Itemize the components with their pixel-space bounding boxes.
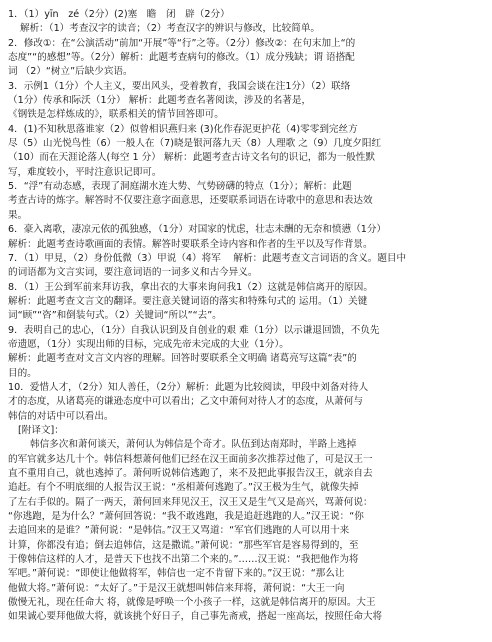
analysis-8: 解析：此题考查文言文的翻译。要注意关键词语的落实和特殊句式的 运用。（1）关键 [8,295,368,307]
translation-heading: [附译文]： [18,424,64,436]
answer-4-cont3: 写，难度较小，平时注意识记即可。 [8,166,162,178]
analysis-9: 解析：此题考查对文言文内容的理解。回答时要联系全文明确 诸葛亮写这篇“表”的 [8,353,357,365]
answer-4-cont2: （10）而在天涯论落人(每空 1 分） 解析：此题考查古诗文名句的识记，都为一般性默 [8,152,375,164]
answer-5-cont: 考查古诗的炼字。解答时不仅要注意字面意思，还要联系词语在诗歌中的意思和表达效 [8,195,373,207]
answer-3-cont2: 《钢铁是怎样炼成的》，联系相关的情节回答即可。 [8,109,224,121]
answer-5: 5．“浮”有动态感，表现了洞庭湖水连大势、气势磅礴的特点（1分）；解析：此题 [8,181,352,193]
analysis-9-cont: 目的。 [8,367,37,379]
translation-line: 去追回来的是谁？”萧何说：“是韩信。”汉王又骂道：“军官们逃跑的人可以用十来 [8,525,350,537]
translation-line: 傲慢无礼，现在任命大 将，就像是呼唤一个小孩子一样，这就是韩信离开的原因。大王 [8,597,376,609]
answer-2-cont2: 词 （2）“树立”后缺少宾语。 [8,66,133,78]
answer-9: 9．表明自己的忠心，（1分）自我认识到及自创业的艰 难（1分）以示谦退回馈，不负先 [8,324,380,336]
answer-10-cont2: 韩信的对话中可以看出。 [8,410,114,422]
translation-line: 他做大将。”萧何说：“太好了。”于是汉王就想叫韩信来拜将，萧何说：“大王一向 [8,582,345,594]
translation-line: 军吧。”萧何说：“即使让他做将军，韩信也一定不肯留下来的。”汉王说：“那么让 [8,568,345,580]
answer-4-cont: 尽（5）山光悦鸟性（6）一般人在（7)晓是银河落九天（8）人理歌 之（9）几度夕阳红 [8,138,382,150]
translation-line: “你逃跑，是为什么？”萧何回答说：“我不敢逃跑，我是追赶逃跑的人。”汉王说：“你 [8,511,364,523]
translation-line: 追赶。有个不明底细的人报告汉王说：“丞相萧何逃跑了。”汉王极为生气，就像失掉 [8,482,359,494]
answer-9-cont: 帝遗愿，（1分）实现出师的目标，完成先帝未完成的大业（1分）。 [8,338,289,350]
analysis-6: 解析：此题考查诗歌画面的表情。解答时要联系全诗内容和作者的生平以及写作背景。 [8,238,373,250]
answer-5-cont2: 果。 [8,209,28,221]
answer-2-cont: 态度”“的感想”等。（2分）解析：此题考查病句的修改。（1）成分残缺；谓 语搭配 [8,52,355,64]
answer-10: 10．爱惜人才，（2分）知人善任，（2分）解析：此题为比较阅读，甲段中刘备对待人 [8,381,369,393]
answer-2: 2．修改①：在“公演活动”前加“开展”等“行”之等。（2分）修改②：在句末加上“的 [8,37,356,49]
answer-3: 3．示例1（1分）个人主义，要出风头，受着教育，我国会谈在注1分）（2）联络 [8,80,351,92]
translation-line: 计算，你都没有追；倒去追韩信，这是撒谎。”萧何说：“那些军官是容易得到的，至 [8,539,359,551]
translation-line: 于像韩信这样的人才，是普天下也找不出第二个来的。”……汉王说：“我把他作为将 [8,554,359,566]
analysis-8-cont: 词“顾”“咨”和倒装句式。（2）关键词“所以”“去”。 [8,310,222,322]
analysis-1: 解析：（1）考查汉字的读音；（2）考查汉字的辨识与修改，比较简单。 [20,23,321,35]
answer-6: 6．豪入离歌，凄凉元依的孤独感，（1分）对国家的忧虑，壮志未酬的无奈和愤懑（1分） [8,224,387,236]
translation-line: 的军官就多达几十个。韩信料想萧何他们已经在汉王面前多次推荐过他了，可是汉王一 [8,453,373,465]
answer-4: 4．(1)不知秋思落谁家（2）似曾相识燕归来 (3)化作春泥更护花（4)零零到完丝方 [8,123,358,135]
answer-1: 1．（1）yīn zé（2分）(2)塞 瞻 闭 辟（2分） [8,9,230,20]
answer-10-cont: 才的态度，从诸葛亮的谦逊态度中可以看出；乙文中萧何对待人才的态度，从萧何与 [8,396,363,408]
answer-7: 7．（1）甲見，（2）身份低微（3）甲说（4）将军 解析：此题考查文言词语的含义。题目中 [8,252,407,264]
answer-8: 8．（1）王公到军前来拜访我，拿出衣的大事来询问我1（2）这就是韩信离开的原因。 [8,281,373,293]
translation-line: 直不重用自己，就也逃掉了。萧何听说韩信逃跑了，来不及把此事报告汉王，就亲自去 [8,468,373,479]
answer-7-cont: 的词语都为文言实词，要注意词语的一词多义和古今异义。 [8,267,258,279]
translation-line: 如果诚心要拜他做大将，就该挑个好日子，自己事先斋戒，搭起一座高坛，按照任命大将 [8,611,383,623]
answer-3-cont: （1分）传承和际沃（1分） 解析：此题考查名著阅读，涉及的名著是， [8,95,312,107]
translation-line: 了左右手似的。隔了一两天，萧何回来拜见汉王，汉王又是生气又是高兴，骂萧何说： [8,496,373,508]
translation-line: 韩信多次和萧何谈天，萧何认为韩信是个奇才。队伍到达南郑时，半路上逃掉 [30,439,357,451]
